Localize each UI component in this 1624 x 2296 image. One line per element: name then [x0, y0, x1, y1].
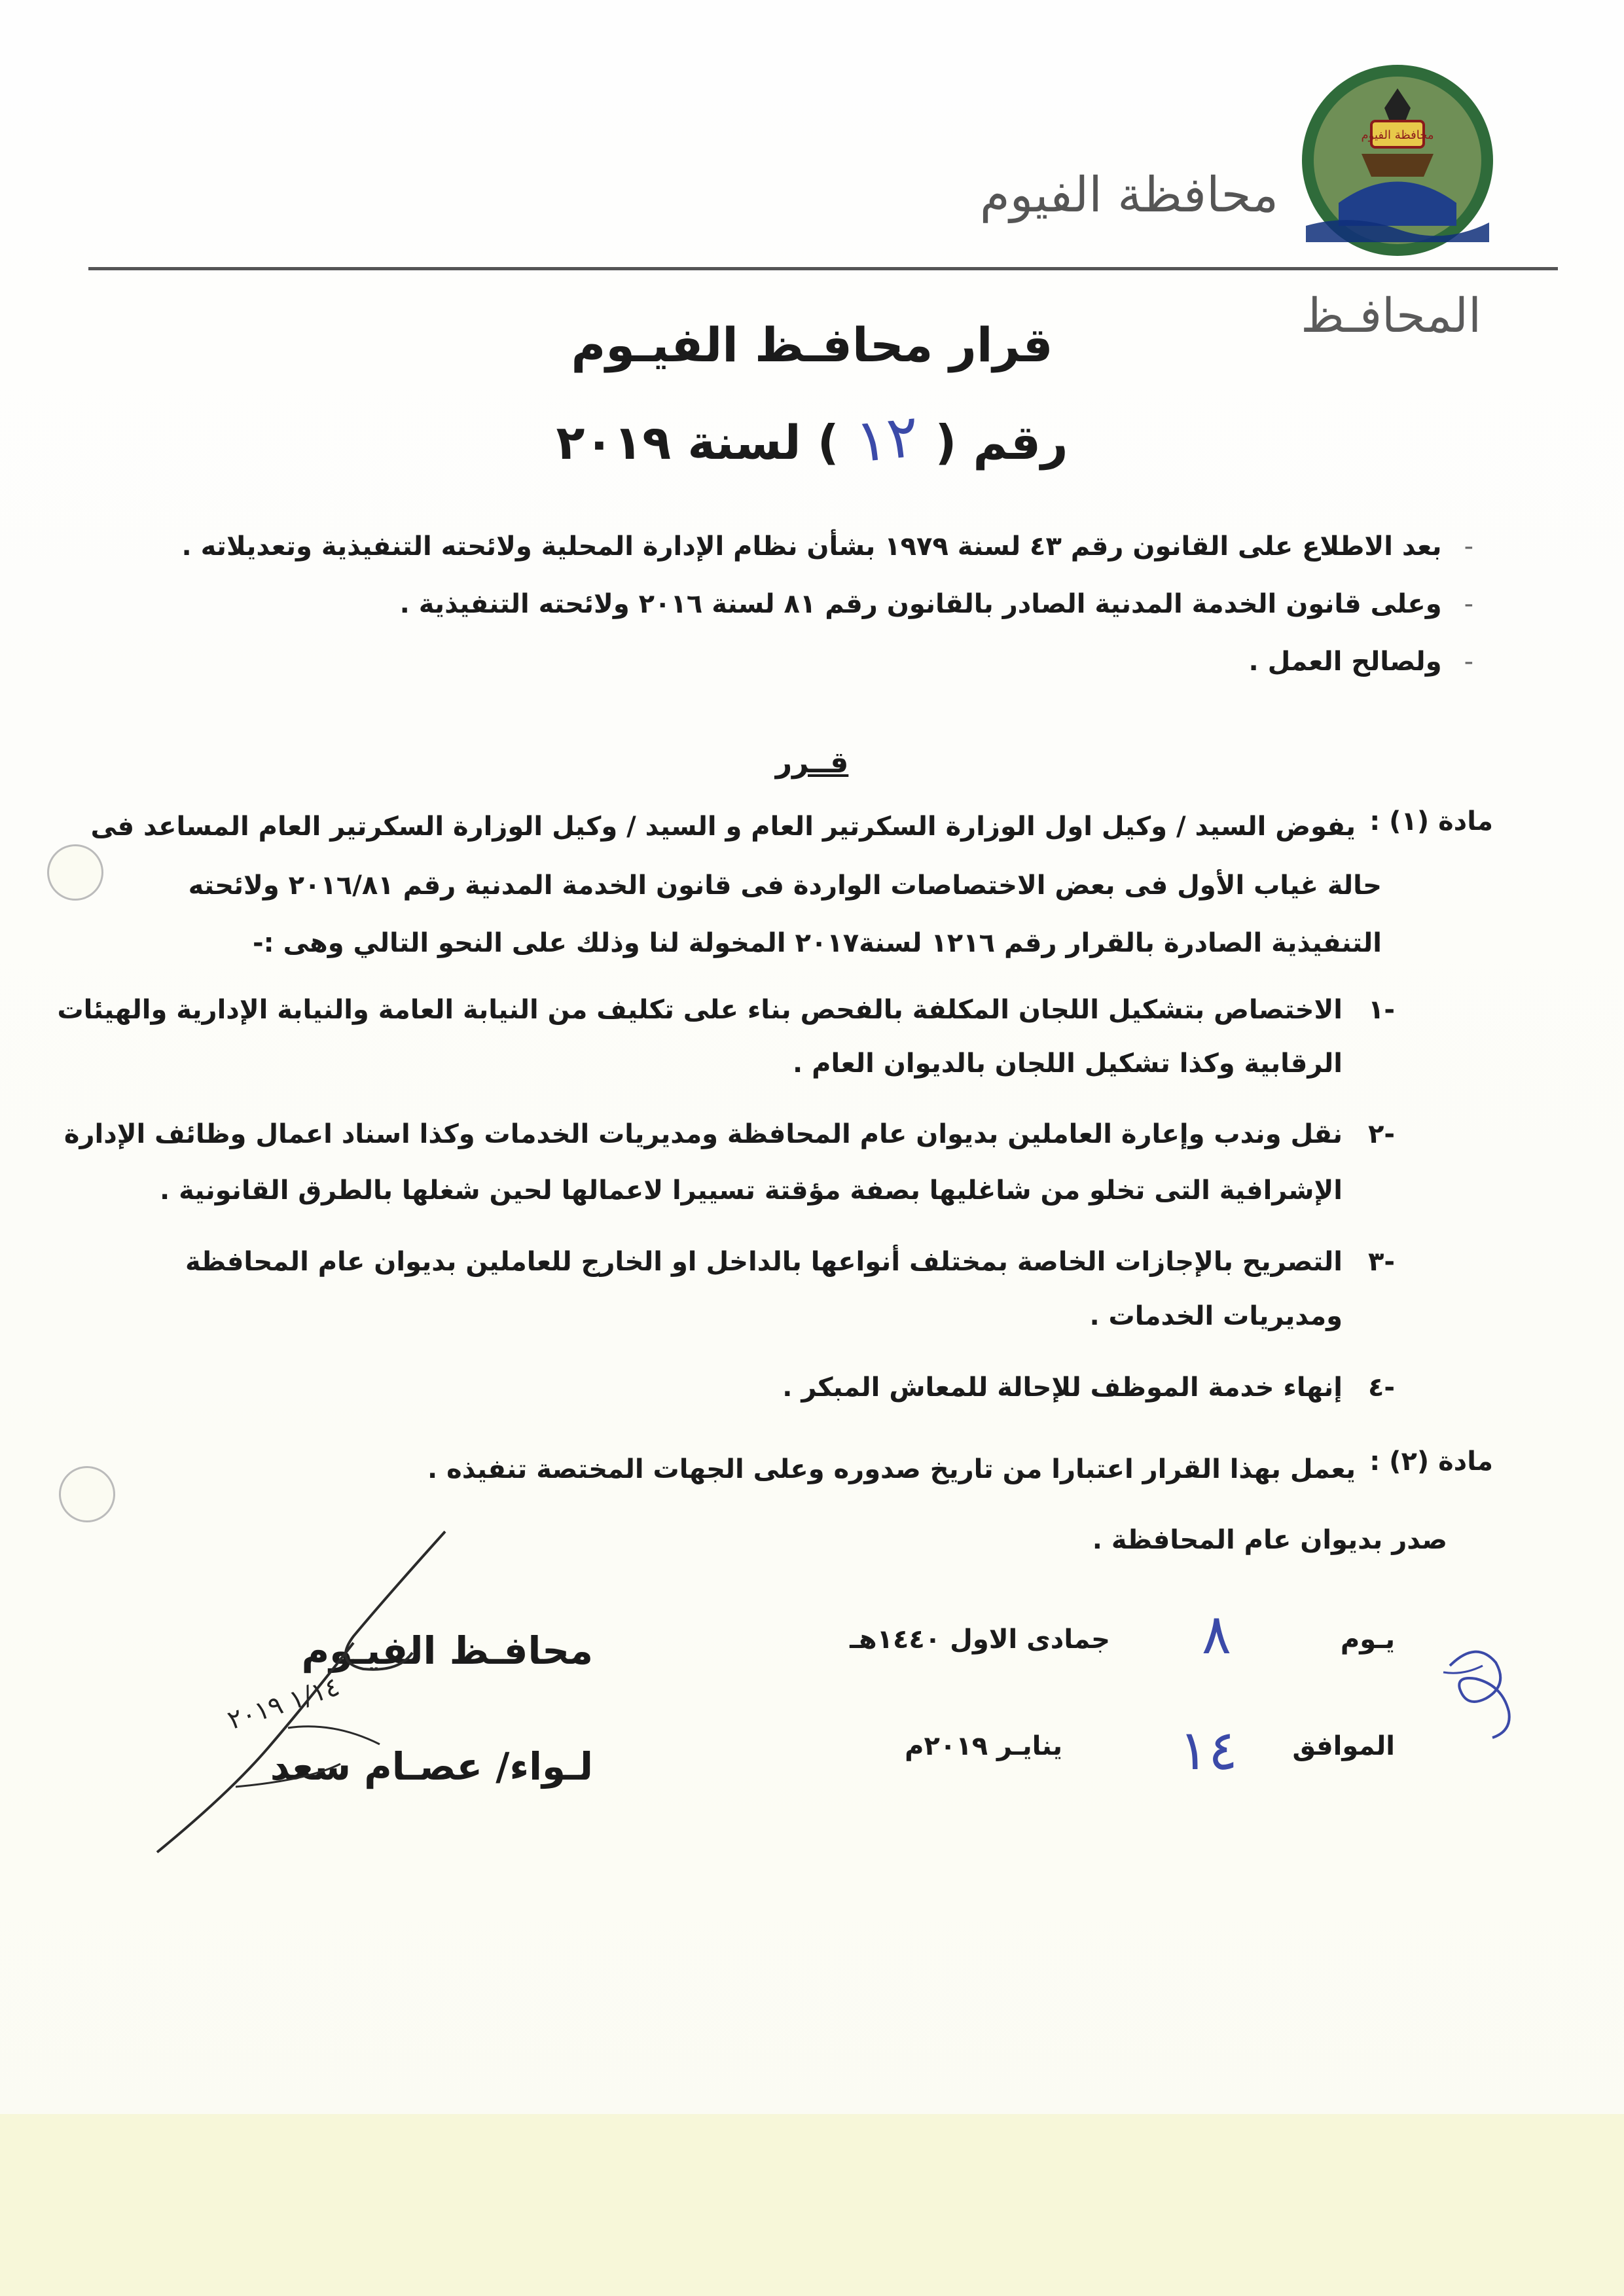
signature-handwritten-date: ١/١٤ ٢٠١٩	[224, 1671, 344, 1736]
decision-number-prefix: رقم (	[935, 415, 1068, 470]
decision-number-handwritten: ١٢	[852, 401, 922, 476]
governorate-name: محافظة الفيوم	[979, 167, 1278, 223]
item-1-number: ١-	[1367, 995, 1395, 1025]
item-1-line-2: الرقابية وكذا تشكيل اللجان بالديوان العام .	[793, 1049, 1343, 1079]
decision-number-suffix: ) لسنة ٢٠١٩	[556, 415, 839, 470]
punch-hole-bottom	[59, 1466, 115, 1522]
day-label: يـوم	[1340, 1624, 1395, 1655]
issued-at: صدر بديوان عام المحافظة .	[1092, 1525, 1447, 1555]
item-4-number: ٤-	[1367, 1372, 1395, 1403]
article-1-label: مادة (١) :	[1369, 806, 1493, 836]
item-4-line-1: إنهاء خدمة الموظف للإحالة للمعاش المبكر .	[782, 1372, 1343, 1403]
preamble-line-1: -بعد الاطلاع على القانون رقم ٤٣ لسنة ١٩٧٩ بشأن نظام الإدارة المحلية ولائحته التنفيذية وتعديلاته .	[181, 531, 1473, 562]
decision-number	[0, 401, 1624, 476]
item-3-line-2: ومديريات الخدمات .	[1089, 1301, 1343, 1331]
article-2-label: مادة (٢) :	[1369, 1446, 1493, 1477]
item-1-line-1: الاختصاص بتشكيل اللجان المكلفة بالفحص بناء على تكليف من النيابة العامة والنيابة الإدارية والهيئات	[57, 995, 1343, 1025]
item-2-number: ٢-	[1367, 1119, 1395, 1149]
punch-hole-top	[47, 844, 103, 901]
item-3-number: ٣-	[1367, 1247, 1395, 1277]
header-divider	[88, 267, 1558, 270]
item-2-line-2: الإشرافية التى تخلو من شاغليها بصفة مؤقتة تسييرا لاعمالها لحين شغلها بالطرق القانونية .	[160, 1175, 1343, 1206]
preamble-line-2: -وعلى قانون الخدمة المدنية الصادر بالقانون رقم ٨١ لسنة ٢٠١٦ ولائحته التنفيذية .	[399, 589, 1473, 619]
decision-title: قرار محافـظ الفيـوم	[571, 317, 1053, 372]
office-label: المحافـظ	[1301, 288, 1481, 343]
resolved-heading: قــرر	[775, 746, 849, 780]
article-1-line-2: حالة غياب الأول فى بعض الاختصاصات الواردة فى قانون الخدمة المدنية رقم ٢٠١٦/٨١ ولائحته	[188, 870, 1382, 901]
gregorian-day-handwritten: ١٤	[1178, 1718, 1238, 1782]
item-2-line-1: نقل وندب وإعارة العاملين بديوان عام المحافظة ومديريات الخدمات وكذا اسناد اعمال وظائف الإدارة	[63, 1119, 1343, 1149]
article-1-line-3: التنفيذية الصادرة بالقرار رقم ١٢١٦ لسنة٢٠١٧ المخولة لنا وذلك على النحو التالي وهى :-	[252, 928, 1382, 958]
preamble-line-3: -ولصالح العمل .	[1248, 647, 1473, 677]
scan-background-band	[0, 2114, 1624, 2296]
corresponding-label: الموافق	[1292, 1731, 1395, 1761]
signature-name: لـواء/ عصـام سعد	[270, 1744, 593, 1789]
gregorian-month-year: ينايـر ٢٠١٩م	[905, 1731, 1062, 1761]
article-2-text: يعمل بهذا القرار اعتبارا من تاريخ صدوره وعلى الجهات المختصة تنفيذه .	[427, 1454, 1356, 1484]
item-3-line-1: التصريح بالإجازات الخاصة بمختلف أنواعها بالداخل او الخارج للعاملين بديوان عام المحافظة	[185, 1247, 1343, 1277]
initials-mark	[1430, 1626, 1528, 1744]
signature-scribble	[137, 1505, 596, 1872]
governorate-emblem	[1299, 62, 1496, 259]
hijri-month-year: جمادى الاول ١٤٤٠هـ	[850, 1624, 1110, 1655]
hijri-day-handwritten: ٨	[1201, 1602, 1231, 1666]
article-1-line-1: يفوض السيد / وكيل اول الوزارة السكرتير العام و السيد / وكيل الوزارة السكرتير العام المساعد فى	[90, 812, 1356, 842]
emblem-text: محافظة الفيوم	[1361, 128, 1434, 142]
signature-title: محافـظ الفيـوم	[301, 1628, 593, 1673]
